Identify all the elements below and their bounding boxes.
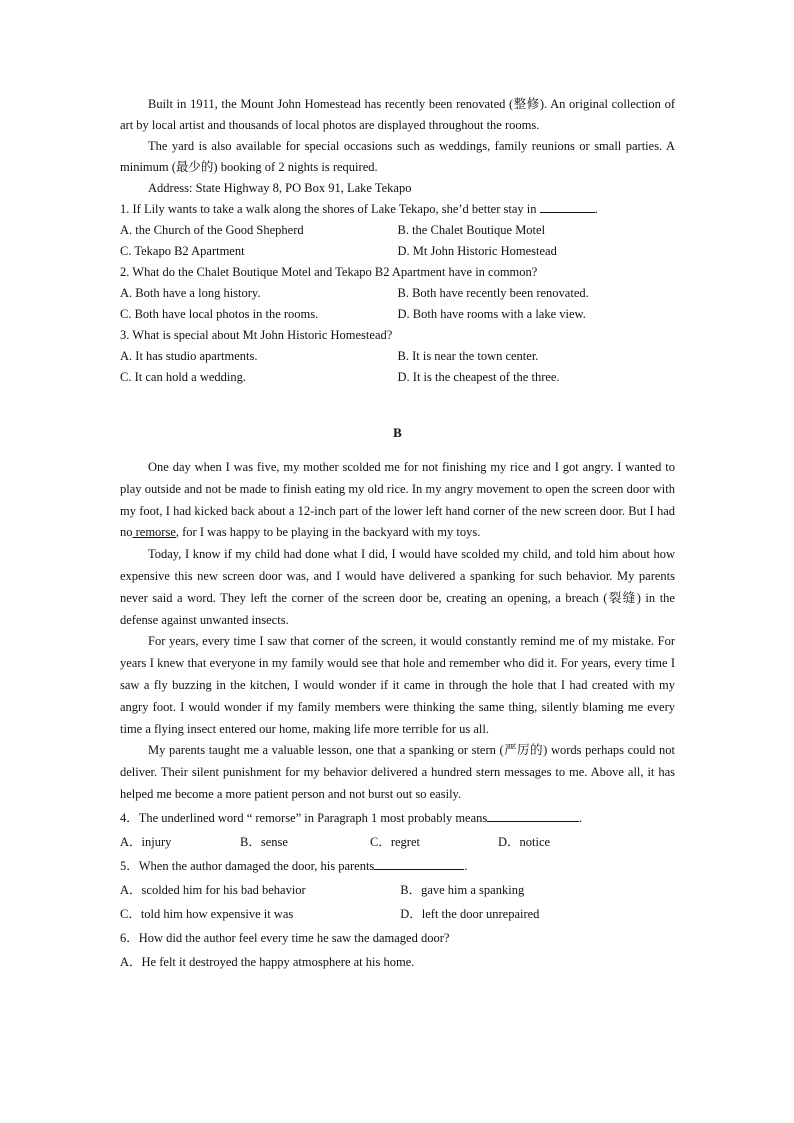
worksheet-page (120, 94, 675, 974)
question-2-option-d: D. Both have rooms with a lake view. (397, 307, 586, 321)
question-2-option-b: B. Both have recently been renovated. (397, 286, 589, 300)
passage-a-paragraph-2: The yard is also available for special occasions such as weddings, family reunions or small parties. A minimum (最少的) booking of 2 nights is required. (120, 139, 675, 174)
question-1-option-b: B. the Chalet Boutique Motel (397, 223, 546, 237)
passage-b-paragraph-3: For years, every time I saw that corner of the screen, it would constantly remind me of my mistake. For years I knew that everyone in my family would see that hole and remember who did it. For years, every time I saw a fly buzzing in the kitchen, I would wonder if it came in through the hole that I had created with my angry foot. I would wonder if my family members were thinking the same thing, silently blaming me every time a flying insect entered our home, making life more terrible for us all. (120, 634, 675, 736)
answer-blank (487, 808, 579, 822)
question-3-option-c: C. It can hold a wedding. (120, 370, 247, 384)
question-2-option-a: A. Both have a long history. (120, 286, 261, 300)
question-1-option-a: A. the Church of the Good Shepherd (120, 223, 304, 237)
passage-b-paragraph-1: One day when I was five, my mother scolded me for not finishing my rice and I got angry. I wanted to play outside and not be made to finish eating my old rice. In my angry movement to open the screen door with my foot, I had kicked back about a 12-inch part of the lower left hand corner of the new screen door. But I had no remorse, for I was happy to be playing in the backyard with my toys. (120, 460, 675, 540)
underlined-word-remorse: remorse (132, 525, 176, 540)
question-5-options-row-1 (120, 878, 675, 902)
question-2-stem: 2. What do the Chalet Boutique Motel and Tekapo B2 Apartment have in common? (120, 265, 538, 279)
question-3-options-row-1 (120, 346, 675, 367)
passage-b-paragraph-4: My parents taught me a valuable lesson, one that a spanking or stern (严厉的) words perhaps could not deliver. Their silent punishment for my behavior delivered a hundred stern messages to me. Above all, it has helped me become a more patient person and not burst out so easily. (120, 743, 675, 801)
question-5-option-a: A．scolded him for his bad behavior (120, 882, 306, 897)
answer-blank (374, 856, 464, 870)
question-2-option-c: C. Both have local photos in the rooms. (120, 307, 319, 321)
question-1-option-d: D. Mt John Historic Homestead (397, 244, 557, 258)
question-1-options-row-1 (120, 220, 675, 241)
question-5-option-c: C．told him how expensive it was (120, 906, 294, 921)
question-3-option-a: A. It has studio apartments. (120, 349, 258, 363)
section-b-title: B (393, 425, 402, 440)
passage-b-paragraph-2: Today, I know if my child had done what I did, I would have scolded my child, and told him about how expensive this new screen door was, and I would have delivered a spanking for such behavior. My parents never said a word. They left the corner of the screen door be, creating an opening, a breach (裂缝) in the defense against unwanted insects. (120, 547, 675, 627)
question-2-options-row-1 (120, 283, 675, 304)
question-3-options-row-2 (120, 367, 675, 388)
question-4-option-a: A．injury (120, 834, 172, 849)
question-3-stem: 3. What is special about Mt John Historic Homestead? (120, 328, 393, 342)
question-1-stem: 1. If Lily wants to take a walk along the shores of Lake Tekapo, she’d better stay in . (120, 199, 675, 220)
question-5-options-row-2 (120, 902, 675, 926)
question-3-option-b: B. It is near the town center. (397, 349, 539, 363)
passage-a-address: Address: State Highway 8, PO Box 91, Lake Tekapo (148, 181, 412, 195)
question-4-options (120, 830, 675, 854)
question-6-option-a: A．He felt it destroyed the happy atmosphere at his home. (120, 954, 415, 969)
question-4-option-d: D．notice (498, 834, 551, 849)
question-6-stem: 6．How did the author feel every time he saw the damaged door? (120, 930, 450, 945)
question-4-stem: 4．The underlined word “ remorse” in Paragraph 1 most probably means . (120, 806, 675, 830)
question-4-option-b: B．sense (240, 834, 288, 849)
question-1-option-c: C. Tekapo B2 Apartment (120, 244, 245, 258)
question-2-options-row-2 (120, 304, 675, 325)
question-3-option-d: D. It is the cheapest of the three. (397, 370, 560, 384)
question-5-option-d: D．left the door unrepaired (400, 906, 540, 921)
passage-a-paragraph-1: Built in 1911, the Mount John Homestead has recently been renovated (整修). An original collection of art by local artist and thousands of local photos are displayed throughout the rooms. (120, 97, 675, 132)
passage-b (120, 457, 675, 806)
answer-blank (540, 199, 595, 213)
question-5-stem: 5．When the author damaged the door, his parents . (120, 854, 675, 878)
question-4-option-c: C．regret (370, 834, 420, 849)
question-5-option-b: B．gave him a spanking (400, 882, 525, 897)
question-1-options-row-2 (120, 241, 675, 262)
